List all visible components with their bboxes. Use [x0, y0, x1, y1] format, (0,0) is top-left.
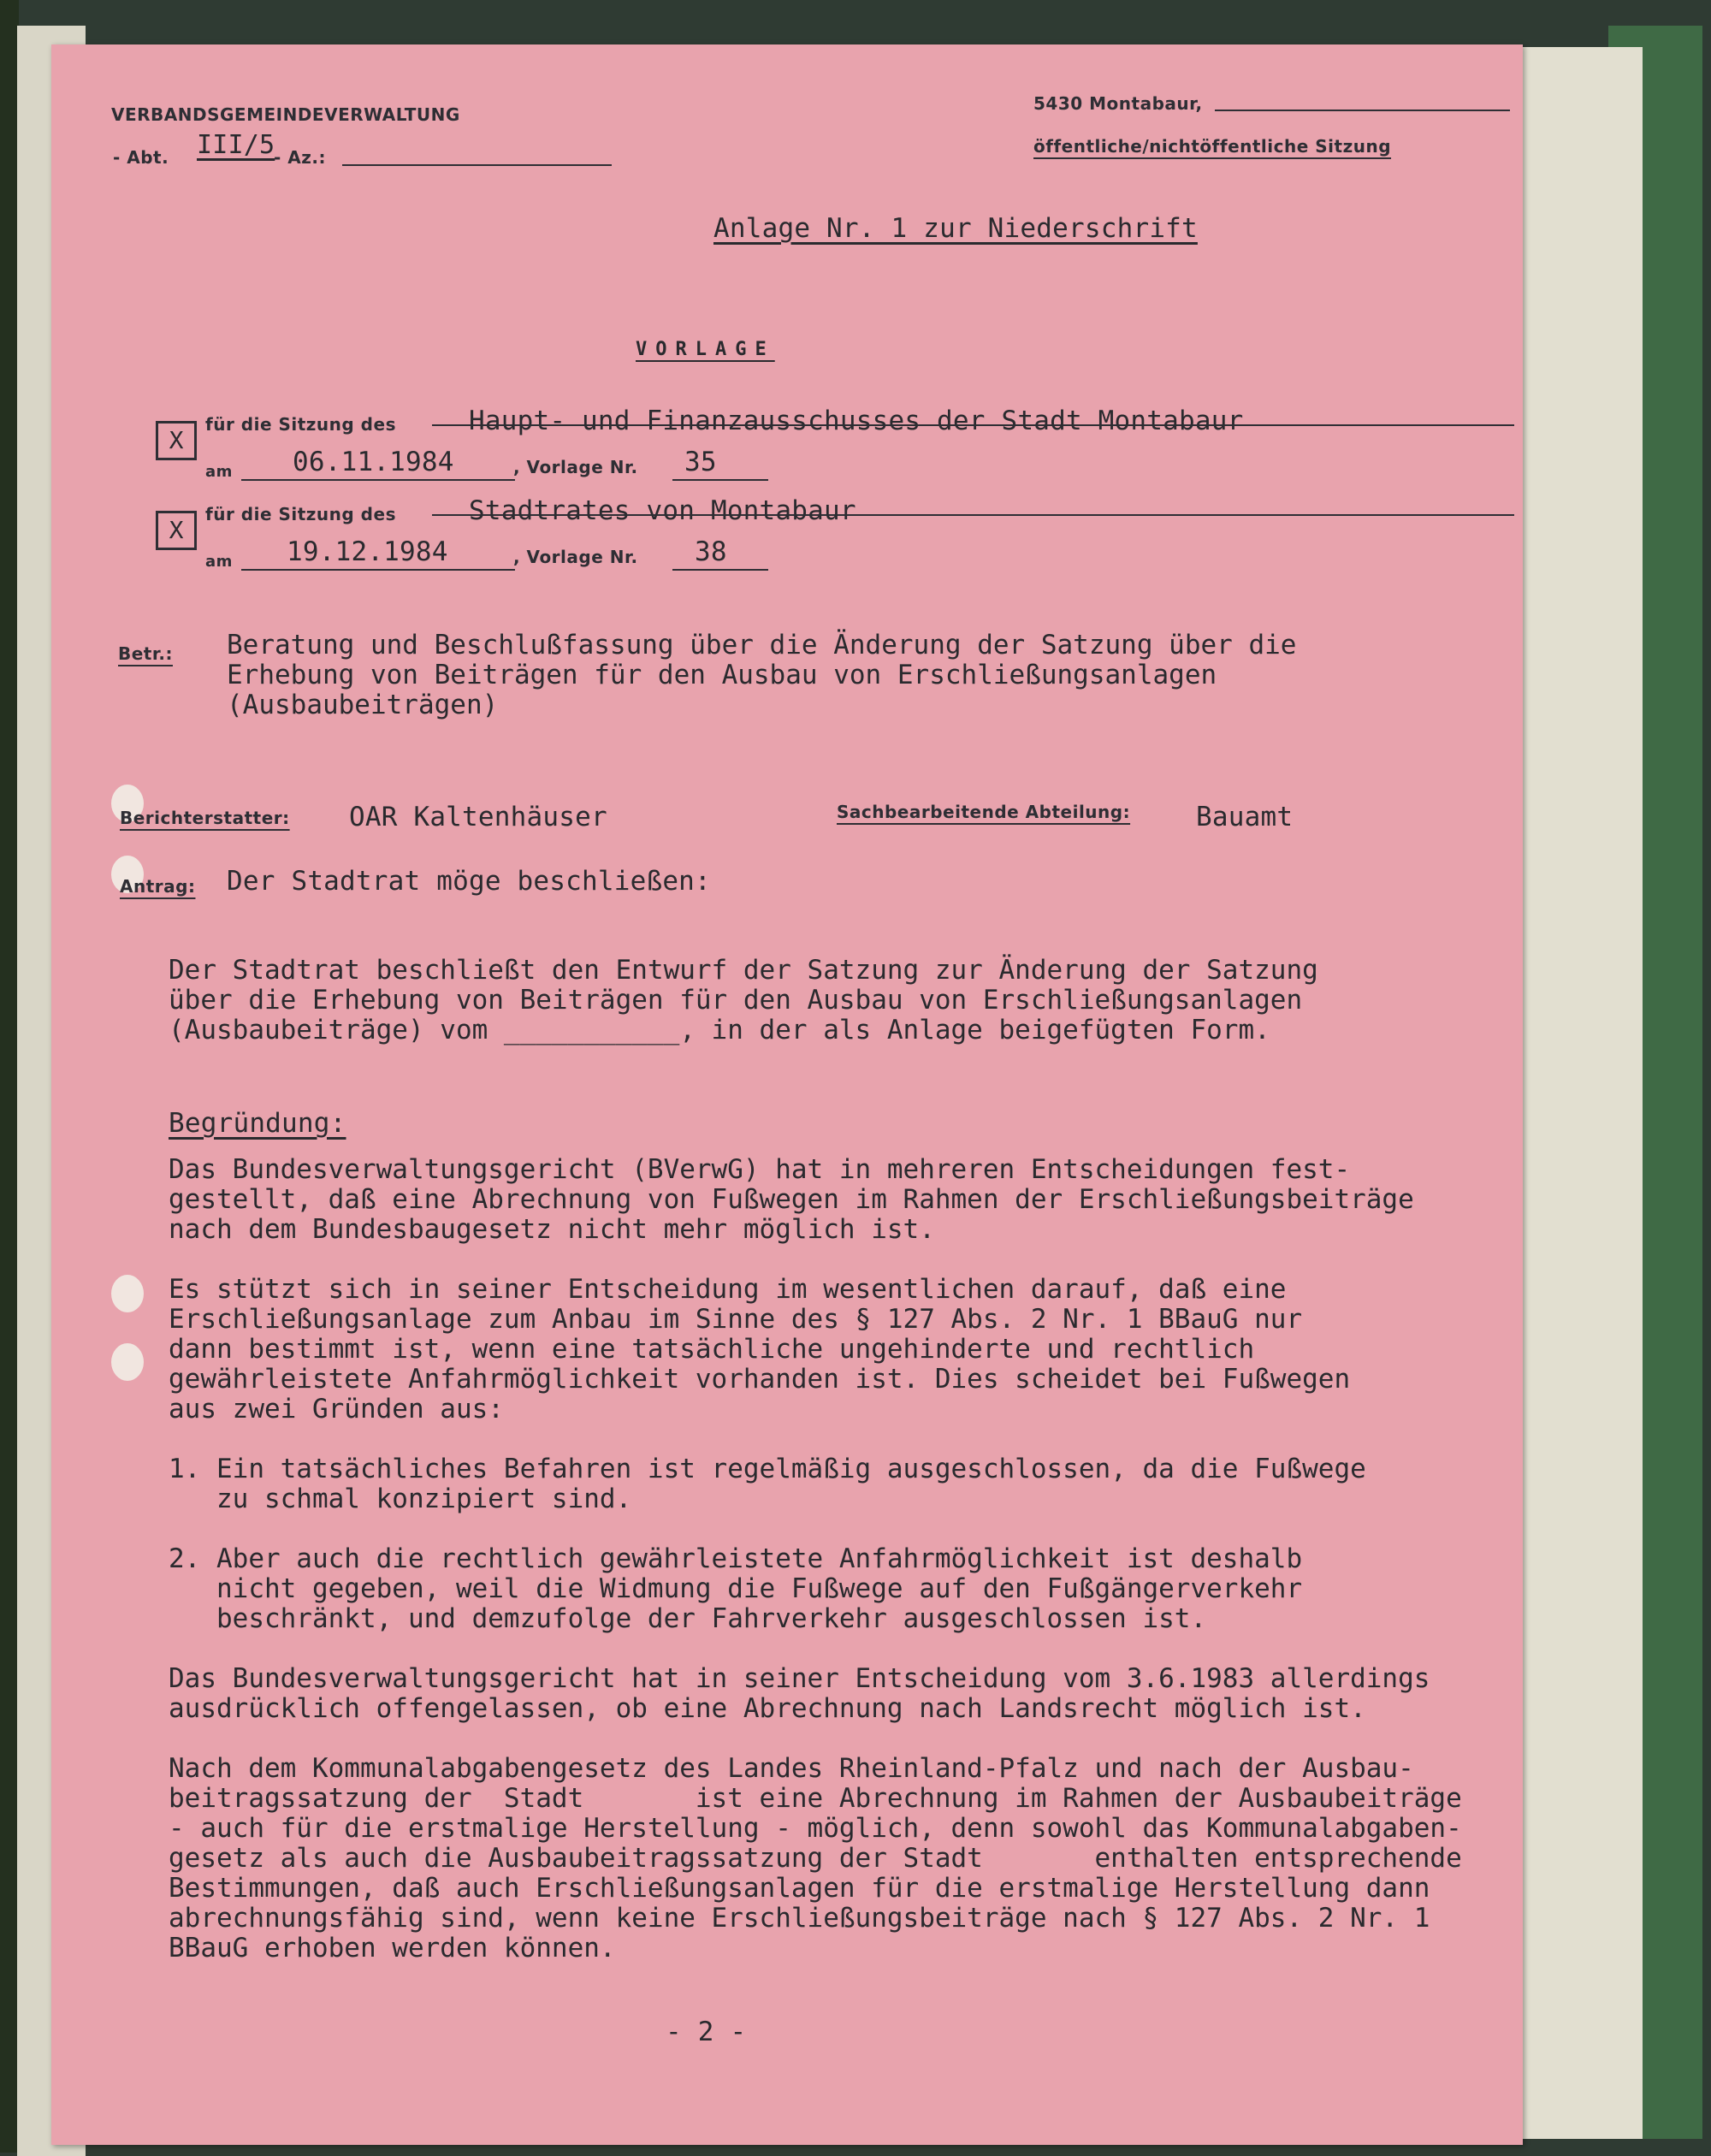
page-number: - 2 - [666, 2017, 747, 2047]
session-2-nr-label: , Vorlage Nr. [513, 547, 638, 567]
abteilung-label: Sachbearbeitende Abteilung: [837, 802, 1131, 822]
paragraph-1: Das Bundesverwaltungsgericht (BVerwG) hat in mehreren Entscheidungen fest- gestellt, daß eine Abrechnung von Fußwegen im Rahmen der Erschließungsbeiträge nach dem Bundesbaugesetz nicht mehr möglich ist. [169, 1154, 1414, 1245]
session-1-nr-label: , Vorlage Nr. [513, 457, 638, 477]
session-2-nr: 38 [695, 536, 727, 567]
session-1-body: Haupt- und Finanzausschusses der Stadt Montabaur [469, 406, 1244, 436]
vorlage-heading: VORLAGE [636, 339, 775, 360]
session-2-date: 19.12.1984 [287, 536, 448, 567]
session-1-date: 06.11.1984 [293, 447, 454, 477]
session-2-body-line [432, 514, 1514, 516]
paragraph-2: Es stützt sich in seiner Entscheidung im wesentlichen darauf, daß eine Erschließungsanlage zum Anbau im Sinne des § 127 Abs. 2 Nr. 1 BBauG nur dann bestimmt ist, wenn eine tatsächliche ungehinderte und rechtlich gewährleistete Anfahrmöglichkeit vorhanden ist. Dies scheidet bei Fußwegen aus zwei Gründen aus: [169, 1274, 1351, 1424]
session-2-body: Stadtrates von Montabaur [469, 495, 856, 526]
antrag-label: Antrag: [120, 876, 196, 897]
place-date-label: 5430 Montabaur, [1033, 93, 1203, 114]
session-1-nr: 35 [684, 447, 717, 477]
az-field-line [342, 164, 612, 166]
paragraph-3: Das Bundesverwaltungsgericht hat in seiner Entscheidung vom 3.6.1983 allerdings ausdrücklich offengelassen, ob eine Abrechnung nach Landsrecht möglich ist. [169, 1663, 1430, 1724]
session-2-for-label: für die Sitzung des [205, 504, 396, 524]
dept-value: III/5 [197, 130, 275, 160]
authority-name: VERBANDSGEMEINDEVERWALTUNG [111, 104, 460, 125]
document-sheet [51, 44, 1523, 2145]
abteilung-value: Bauamt [1196, 802, 1294, 832]
session-1-checkbox[interactable]: X [156, 421, 197, 460]
session-1-body-line [432, 424, 1514, 426]
begruendung-heading: Begründung: [169, 1108, 346, 1139]
session-1-date-line [241, 479, 515, 481]
betreff-text: Beratung und Beschlußfassung über die Änderung der Satzung über die Erhebung von Beiträgen für den Ausbau von Erschließungsanlagen (Ausbaubeiträgen) [227, 630, 1297, 720]
beschluss-text: Der Stadtrat beschließt den Entwurf der Satzung zur Änderung der Satzung über die Erhebung von Beiträgen für den Ausbau von Erschließungsanlagen (Ausbaubeiträge) vom ___________, in der als Anlage beigefügten Form. [169, 955, 1318, 1045]
session-1-for-label: für die Sitzung des [205, 414, 396, 435]
list-item-1: 1. Ein tatsächliches Befahren ist regelmäßig ausgeschlossen, da die Fußwege zu schmal konzipiert sind. [169, 1454, 1366, 1514]
list-item-2: 2. Aber auch die rechtlich gewährleistete Anfahrmöglichkeit ist deshalb nicht gegeben, weil die Widmung die Fußwege auf den Fußgängerverkehr beschränkt, und demzufolge der Fahrverkehr ausgeschlossen ist. [169, 1543, 1303, 1634]
betreff-label: Betr.: [118, 643, 173, 664]
session-2-nr-line [672, 569, 768, 571]
punch-hole [111, 1343, 144, 1381]
punch-hole [111, 1275, 144, 1312]
antrag-value: Der Stadtrat möge beschließen: [227, 866, 711, 897]
berichterstatter-label: Berichterstatter: [120, 808, 290, 828]
paragraph-4: Nach dem Kommunalabgabengesetz des Landes Rheinland-Pfalz und nach der Ausbau- beitragssatzung der Stadt ist eine Abrechnung im Rahmen der Ausbaubeiträge - auch für die erstmalige Herstellung - möglich, denn sowohl das Kommunalabgaben- gesetz als auch die Ausbaubeitragssatzung der Stadt enthalten entsprechende Bestimmungen, daß auch Erschließungsanlagen für die erstmalige Herstellung dann abrechnungsfähig sind, wenn keine Erschließungsbeiträge nach § 127 Abs. 2 Nr. 1 BBauG erhoben werden können. [169, 1753, 1462, 1964]
right-page-edge [1506, 47, 1643, 2139]
document-title: Anlage Nr. 1 zur Niederschrift [713, 213, 1198, 244]
binder-spine [0, 0, 19, 2153]
session-2-am-label: am [205, 553, 233, 571]
az-label: - Az.: [274, 147, 326, 168]
berichterstatter-value: OAR Kaltenhäuser [349, 802, 607, 832]
session-1-nr-line [672, 479, 768, 481]
session-type: öffentliche/nichtöffentliche Sitzung [1033, 136, 1392, 157]
date-field-line [1215, 110, 1510, 111]
dept-label: - Abt. [113, 147, 169, 168]
session-2-date-line [241, 569, 515, 571]
session-1-am-label: am [205, 463, 233, 481]
session-2-checkbox[interactable]: X [156, 511, 197, 550]
